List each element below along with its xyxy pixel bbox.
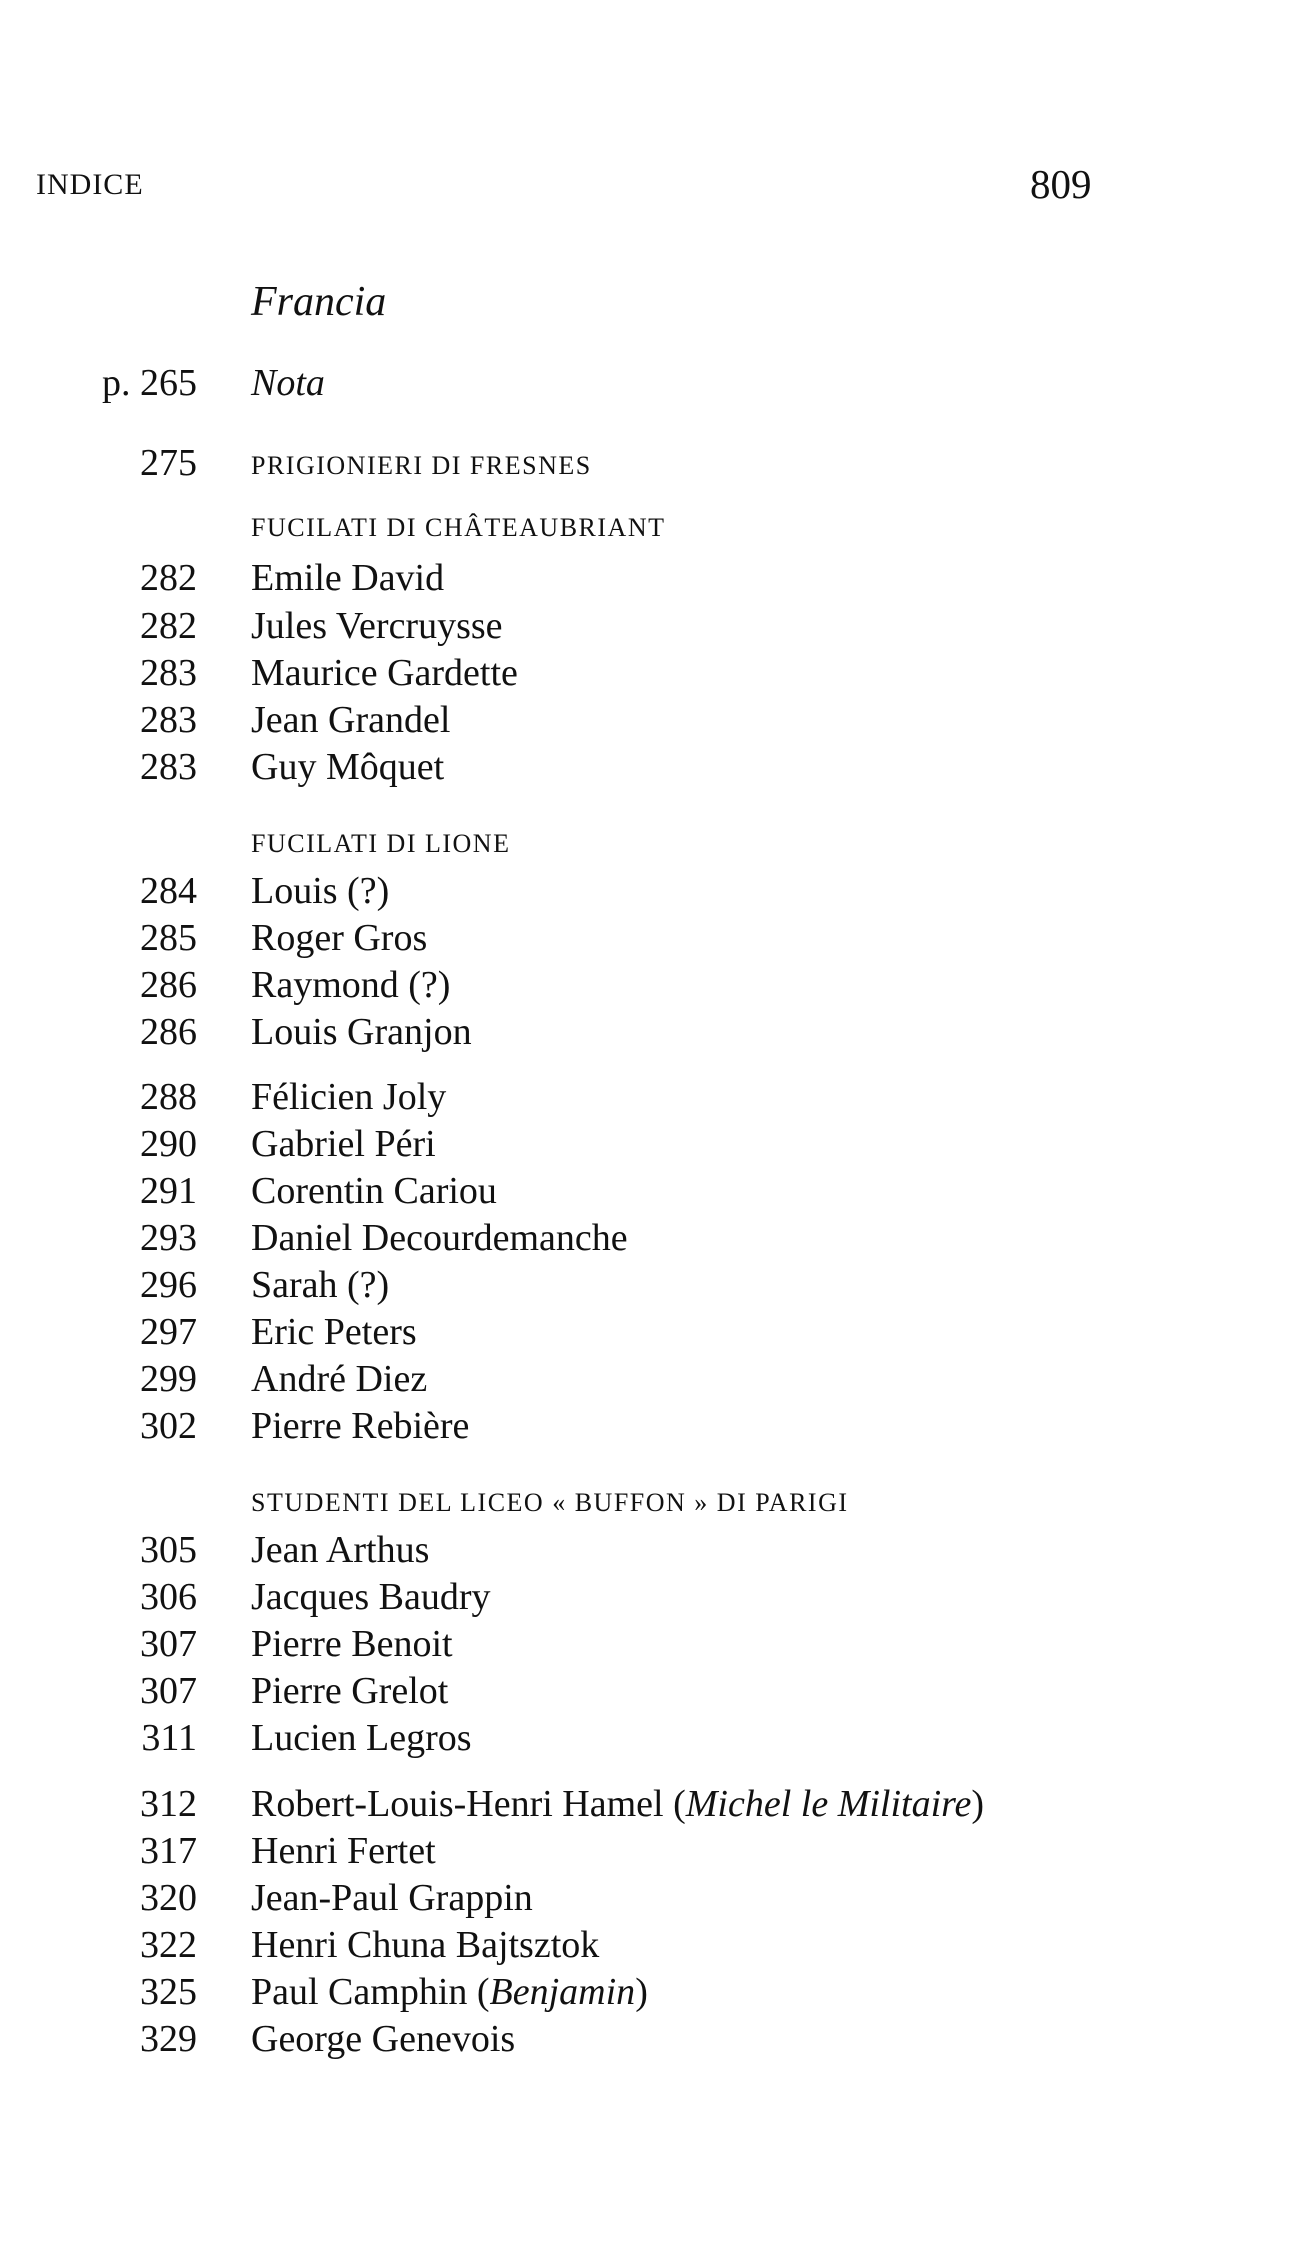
- index-entry-name: [251, 1828, 436, 1874]
- index-entry-page: 302: [140, 1405, 197, 1447]
- index-entry-name: [251, 650, 518, 696]
- entry-name-text: Corentin Cariou: [251, 1170, 497, 1212]
- index-entry-page: 312: [140, 1783, 197, 1825]
- index-entry-page: 311: [141, 1717, 197, 1759]
- index-entry-page: 325: [140, 1971, 197, 2013]
- index-entry-name: [251, 915, 427, 961]
- index-entry-name: [251, 1215, 628, 1261]
- index-entry-name: [251, 1527, 429, 1573]
- index-subheading: PRIGIONIERI DI FRESNES: [251, 451, 592, 480]
- index-entry-name: [251, 1074, 446, 1120]
- entry-name-text: Jean Grandel: [251, 699, 451, 741]
- index-entry-name: [251, 1922, 599, 1968]
- index-entry-page: 290: [140, 1123, 197, 1165]
- index-entry-name: [251, 1621, 453, 1667]
- index-entry-name: [251, 1574, 491, 1620]
- index-entry-name: [251, 962, 450, 1008]
- entry-name-text: Emile David: [251, 557, 445, 599]
- index-entry-page: 297: [140, 1311, 197, 1353]
- index-entry-page: 322: [140, 1924, 197, 1966]
- running-head: INDICE: [36, 168, 144, 201]
- entry-name-text: Robert-Louis-Henri Hamel (: [251, 1783, 686, 1825]
- entry-name-text: Maurice Gardette: [251, 652, 518, 694]
- entry-name-text: Roger Gros: [251, 917, 428, 959]
- index-subheading: FUCILATI DI CHÂTEAUBRIANT: [251, 513, 666, 542]
- entry-name-text: Jean-Paul Grappin: [251, 1877, 533, 1919]
- entry-name-text: George Genevois: [251, 2018, 516, 2060]
- entry-name-text: Eric Peters: [251, 1311, 417, 1353]
- index-entry-name: [251, 603, 503, 649]
- index-entry-name: [251, 1969, 648, 2015]
- entry-name-text: André Diez: [251, 1358, 428, 1400]
- index-entry-page: 283: [140, 699, 197, 741]
- index-entry-name: [251, 1875, 533, 1921]
- entry-alias: Benjamin: [489, 1971, 636, 2013]
- index-subheading: STUDENTI DEL LICEO « BUFFON » DI PARIGI: [251, 1488, 849, 1517]
- index-entry-name: [251, 1009, 472, 1055]
- entry-name-text: Louis (?): [251, 870, 390, 912]
- index-entry-page: 282: [140, 557, 197, 599]
- index-entry-page: 291: [140, 1170, 197, 1212]
- entry-name-text: Paul Camphin (: [251, 1971, 490, 2013]
- index-entry-page: 317: [140, 1830, 197, 1872]
- index-entry-name: [251, 868, 389, 914]
- entry-name-text: Nota: [251, 362, 325, 404]
- index-entry-page: 320: [140, 1877, 197, 1919]
- index-entry-name: [251, 360, 325, 406]
- entry-name-text: Louis Granjon: [251, 1011, 472, 1053]
- index-entry-page: 286: [140, 1011, 197, 1053]
- index-entry-page: 306: [140, 1576, 197, 1618]
- entry-name-text: Jacques Baudry: [251, 1576, 491, 1618]
- entry-closing: ): [635, 1971, 648, 2013]
- index-entry-page: 293: [140, 1217, 197, 1259]
- index-entry-page: 284: [140, 870, 197, 912]
- page-number: 809: [1030, 161, 1092, 207]
- entry-closing: ): [971, 1783, 985, 1825]
- index-entry-name: [251, 1309, 417, 1355]
- index-entry-page: p. 265: [102, 362, 197, 404]
- index-entry-name: [251, 1668, 448, 1714]
- entry-name-text: Daniel Decourdemanche: [251, 1217, 628, 1259]
- index-entry-page: 307: [140, 1623, 197, 1665]
- index-entry-page: 288: [140, 1076, 197, 1118]
- entry-name-text: Henri Fertet: [251, 1830, 436, 1872]
- index-entry-page: 282: [140, 605, 197, 647]
- index-subheading: FUCILATI DI LIONE: [251, 829, 511, 858]
- entry-name-text: Raymond (?): [251, 964, 451, 1006]
- index-entry-name: [251, 1781, 984, 1827]
- entry-name-text: Félicien Joly: [251, 1076, 447, 1118]
- entry-name-text: Guy Môquet: [251, 746, 445, 788]
- entry-name-text: Sarah (?): [251, 1264, 390, 1306]
- entry-name-text: Gabriel Péri: [251, 1123, 436, 1165]
- entry-name-text: Jean Arthus: [251, 1529, 430, 1571]
- index-entry-page: 296: [140, 1264, 197, 1306]
- entry-name-text: Lucien Legros: [251, 1717, 472, 1759]
- index-entry-name: [251, 1168, 497, 1214]
- index-entry-page: 275: [140, 442, 197, 484]
- index-entry-page: 286: [140, 964, 197, 1006]
- index-entry-name: [251, 1403, 469, 1449]
- index-entry-page: 299: [140, 1358, 197, 1400]
- entry-name-text: Pierre Rebière: [251, 1405, 470, 1447]
- index-entry-name: [251, 1121, 436, 1167]
- entry-name-text: Jules Vercruysse: [251, 605, 503, 647]
- index-entry-name: [251, 697, 450, 743]
- index-entry-page: 283: [140, 746, 197, 788]
- entry-name-text: Henri Chuna Bajtsztok: [251, 1924, 600, 1966]
- entry-name-text: Pierre Grelot: [251, 1670, 449, 1712]
- index-entry-name: [251, 744, 444, 790]
- index-entry-page: 285: [140, 917, 197, 959]
- entry-name-text: Pierre Benoit: [251, 1623, 453, 1665]
- index-entry-page: 329: [140, 2018, 197, 2060]
- section-title: Francia: [251, 279, 387, 325]
- index-entry-page: 305: [140, 1529, 197, 1571]
- index-entry-name: [251, 1715, 472, 1761]
- index-entry-name: [251, 2016, 515, 2062]
- index-entry-page: 307: [140, 1670, 197, 1712]
- index-entry-name: [251, 555, 444, 601]
- entry-alias: Michel le Militaire: [685, 1783, 972, 1825]
- index-entry-name: [251, 1262, 389, 1308]
- index-entry-page: 283: [140, 652, 197, 694]
- index-entry-name: [251, 1356, 427, 1402]
